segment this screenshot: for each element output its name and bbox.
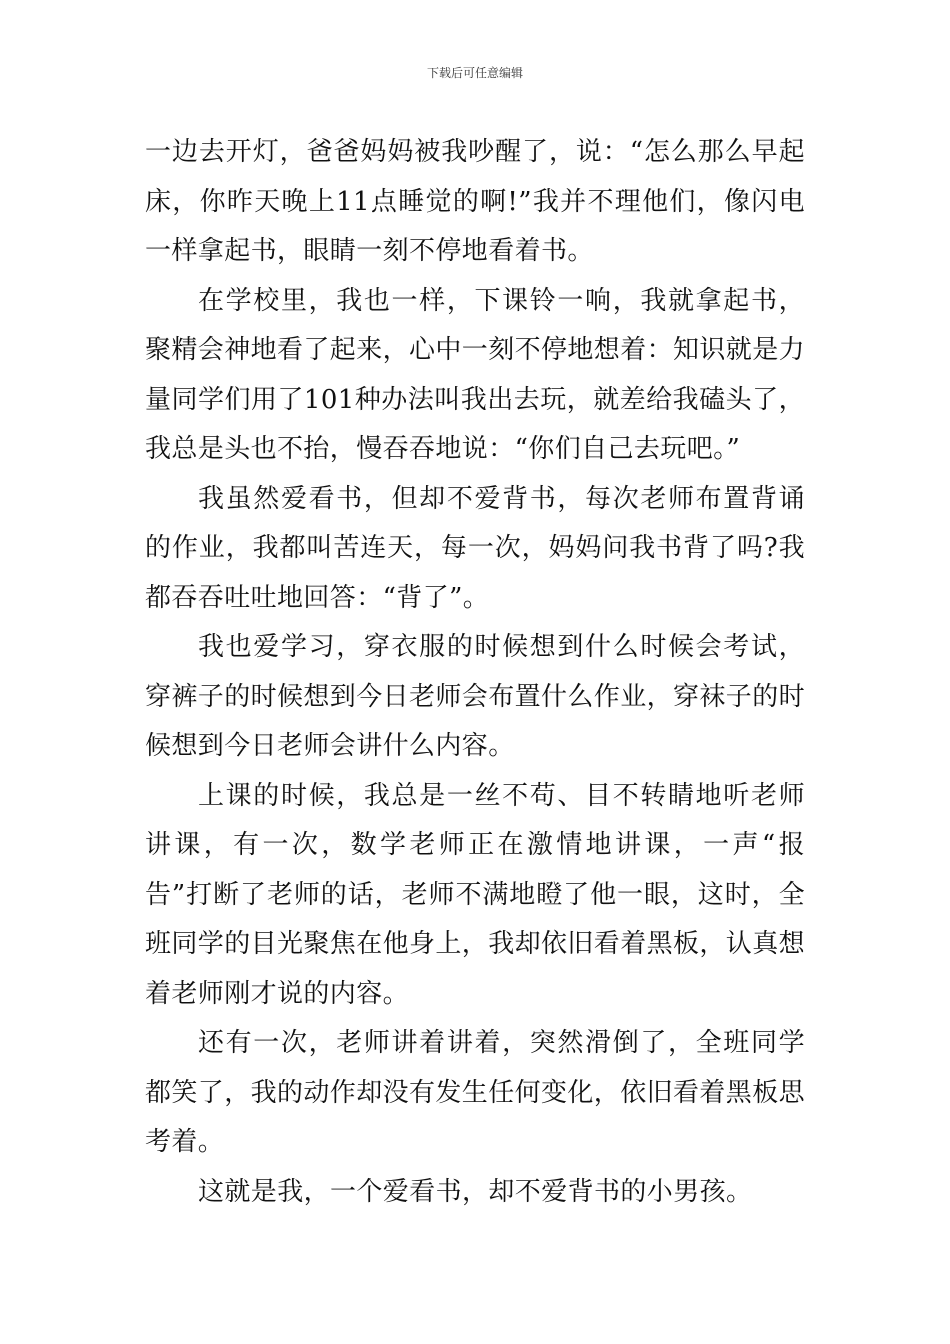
paragraph-2: 在学校里，我也一样，下课铃一响，我就拿起书，聚精会神地看了起来，心中一刻不停地想着：知识就是力量同学们用了101种办法叫我出去玩，就差给我磕头了，我总是头也不抬，慢吞吞地说：“你们自己去玩吧。” — [145, 285, 806, 464]
paragraph-6: 还有一次，老师讲着讲着，突然滑倒了，全班同学都笑了，我的动作却没有发生任何变化，依旧看着黑板思考着。 — [145, 1028, 806, 1157]
header-note: 下载后可任意编辑 — [426, 66, 523, 80]
paragraph-3: 我虽然爱看书，但却不爱背书，每次老师布置背诵的作业，我都叫苦连天，每一次，妈妈问我书背了吗?我都吞吞吐吐地回答：“背了”。 — [145, 483, 805, 613]
paragraph-4: 我也爱学习，穿衣服的时候想到什么时候会考试，穿裤子的时候想到今日老师会布置什么作业，穿袜子的时候想到今日老师会讲什么内容。 — [145, 632, 806, 761]
document-body — [145, 128, 805, 1217]
paragraph-7: 这就是我，一个爱看书，却不爱背书的小男孩。 — [198, 1176, 753, 1207]
paragraph-1: 一边去开灯，爸爸妈妈被我吵醒了，说：“怎么那么早起床，你昨天晚上11点睡觉的啊!”我并不理他们，像闪电一样拿起书，眼睛一刻不停地看着书。 — [145, 137, 805, 266]
paragraph-5: 上课的时候，我总是一丝不苟、目不转睛地听老师讲课，有一次，数学老师正在激情地讲课，一声“报告”打断了老师的话，老师不满地瞪了他一眼，这时，全班同学的目光聚焦在他身上，我却依旧看着黑板，认真想着老师刚才说的内容。 — [145, 780, 806, 1009]
